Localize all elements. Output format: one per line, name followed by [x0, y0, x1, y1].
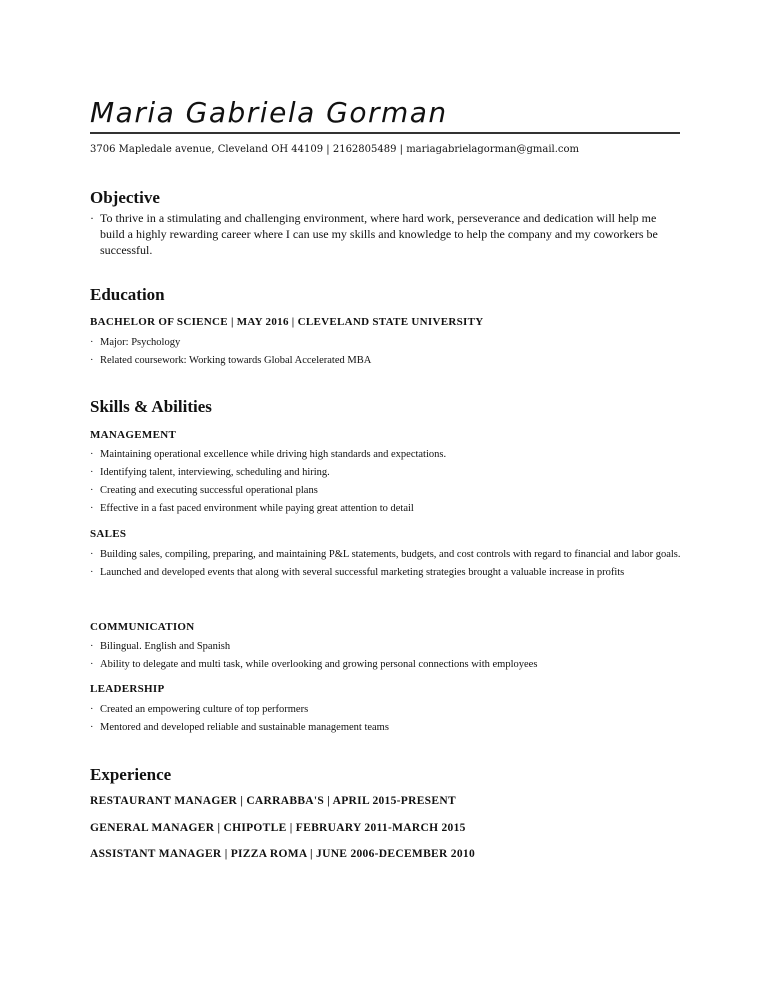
applicant-name: Maria Gabriela Gorman [90, 96, 448, 129]
experience-heading: Experience [90, 765, 172, 784]
job-line: RESTAURANT MANAGER | CARRABBA'S | APRIL 2015-PRESENT [90, 795, 456, 807]
skills-heading: Skills & Abilities [90, 397, 212, 416]
skill-group-title: COMMUNICATION [90, 621, 195, 633]
list-item: · Ability to delegate and multi task, while overlooking and growing personal connections with employees [90, 657, 682, 673]
list-item: · Creating and executing successful operational plans [90, 483, 682, 499]
list-item: · Bilingual. English and Spanish [90, 639, 682, 655]
contact-info: 3706 Mapledale avenue, Cleveland OH 44109 | 2162805489 | mariagabrielagorman@gmail.com [90, 144, 580, 155]
list-item: · Maintaining operational excellence while driving high standards and expectations. [90, 447, 682, 463]
skill-group-list [90, 639, 682, 675]
list-item: · Major: Psychology [90, 335, 682, 351]
objective-heading: Objective [90, 188, 160, 207]
skill-group-list [90, 547, 682, 583]
skill-group-title: MANAGEMENT [90, 429, 177, 441]
skill-group-title: LEADERSHIP [90, 683, 165, 695]
list-item: · Effective in a fast paced environment while paying great attention to detail [90, 501, 682, 517]
skill-group-list [90, 702, 682, 738]
list-item: · Created an empowering culture of top performers [90, 702, 682, 718]
list-item: · Building sales, compiling, preparing, and maintaining P&L statements, budgets, and cost controls with regard to financial and labor goals. [90, 547, 682, 563]
skill-group-title: SALES [90, 528, 127, 540]
skill-group-list [90, 447, 682, 519]
job-line: GENERAL MANAGER | CHIPOTLE | FEBRUARY 2011-MARCH 2015 [90, 822, 466, 834]
education-list [90, 335, 682, 371]
list-item: · Mentored and developed reliable and sustainable management teams [90, 720, 682, 736]
objective-list [90, 210, 682, 260]
objective-bullet: · To thrive in a stimulating and challenging environment, where hard work, perseverance and dedication will help me build a highly rewarding career where I can use my skills and knowledge to help the company and my coworkers be successful. [90, 210, 682, 258]
header-divider [90, 132, 680, 134]
degree-line: BACHELOR OF SCIENCE | MAY 2016 | CLEVELAND STATE UNIVERSITY [90, 316, 484, 328]
education-heading: Education [90, 285, 165, 304]
list-item: · Related coursework: Working towards Global Accelerated MBA [90, 353, 682, 369]
job-line: ASSISTANT MANAGER | PIZZA ROMA | JUNE 2006-DECEMBER 2010 [90, 848, 476, 860]
list-item: · Identifying talent, interviewing, scheduling and hiring. [90, 465, 682, 481]
list-item: · Launched and developed events that along with several successful marketing strategies brought a valuable increase in profits [90, 565, 682, 581]
